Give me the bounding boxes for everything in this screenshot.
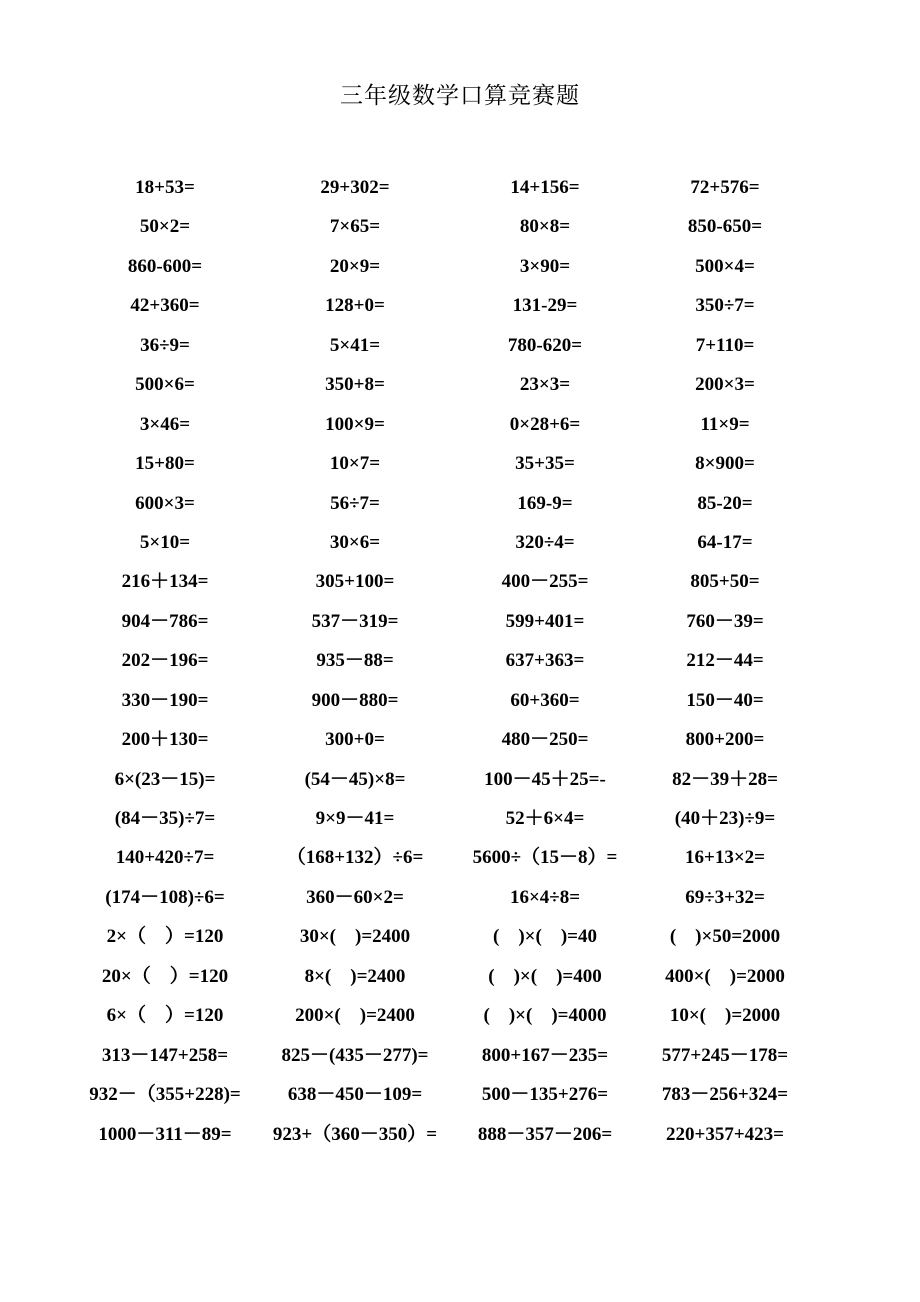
problem-cell: 5600÷（15－8）= [472, 847, 618, 869]
problem-cell: 9×9－41= [315, 808, 395, 829]
problem-cell: 8×900= [695, 453, 755, 475]
problem-cell: 638－450－109= [287, 1084, 423, 1106]
problem-cell: 400－255= [501, 571, 589, 593]
problem-cell: 537－319= [311, 610, 399, 632]
problem-cell: ( )×50=2000 [669, 926, 781, 948]
page-title: 三年级数学口算竞赛题 [340, 83, 580, 108]
problem-cell: 220+357+423= [666, 1123, 784, 1145]
problem-cell: 577+245－178= [661, 1044, 789, 1066]
problem-cell: 800+200= [685, 729, 765, 751]
problem-cell: 932－（355+228)= [89, 1084, 241, 1106]
problem-cell: 212－44= [686, 650, 764, 672]
problem-cell: 5×41= [329, 334, 381, 356]
problem-cell: 72+576= [690, 177, 760, 198]
problem-cell: 100×9= [325, 413, 385, 435]
problem-cell: 202－196= [121, 650, 209, 672]
problem-cell: 52＋6×4= [505, 808, 585, 829]
problem-cell: 128+0= [325, 295, 385, 317]
problem-cell: 200×( )=2400 [295, 1005, 415, 1027]
problem-grid [70, 168, 810, 1154]
problem-cell: 6×(23－15)= [114, 768, 216, 790]
problem-cell: 600×3= [135, 492, 195, 514]
problem-cell: 923+（360－350）= [272, 1123, 438, 1145]
problem-cell: 400×( )=2000 [665, 965, 785, 987]
problem-cell: 360－60×2= [306, 886, 404, 908]
problem-cell: 825－(435－277)= [281, 1044, 429, 1066]
problem-cell: 18+53= [135, 177, 195, 198]
problem-cell: 2×（ ）=120 [106, 926, 224, 948]
problem-cell: 783－256+324= [661, 1084, 789, 1106]
problem-cell: 50×2= [139, 216, 191, 238]
problem-cell: (40＋23)÷9= [674, 808, 776, 829]
problem-cell: 330－190= [121, 689, 209, 711]
problem-cell: 350÷7= [695, 295, 755, 317]
problem-cell: 36÷9= [140, 334, 190, 356]
problem-cell: 599+401= [505, 610, 585, 632]
problem-cell: 16×4÷8= [509, 886, 581, 908]
problem-cell: 200×3= [695, 374, 755, 396]
problem-cell: 10×( )=2000 [669, 1005, 781, 1027]
problem-cell: 69÷3+32= [685, 886, 765, 908]
problem-cell: 64-17= [697, 531, 753, 553]
problem-cell: 216＋134= [121, 571, 209, 593]
problem-cell: 320÷4= [515, 531, 575, 553]
problem-cell: 15+80= [135, 453, 195, 475]
problem-cell: 8×( )=2400 [304, 965, 406, 987]
problem-cell: ( )×( )=40 [493, 926, 597, 948]
problem-cell: 80×8= [519, 216, 571, 238]
problem-cell: 85-20= [697, 492, 753, 514]
problem-cell: 780-620= [507, 334, 583, 356]
problem-cell: 500×4= [695, 255, 755, 277]
problem-cell: 140+420÷7= [115, 847, 215, 869]
problem-cell: 6×（ ）=120 [106, 1005, 224, 1027]
problem-cell: 60+360= [510, 689, 580, 711]
problem-cell: 150－40= [686, 689, 764, 711]
problem-cell: 805+50= [690, 571, 760, 593]
problem-cell: 30×( )=2400 [299, 926, 411, 948]
problem-cell: 500－135+276= [481, 1084, 609, 1106]
problem-cell: 935－88= [316, 650, 394, 672]
problem-cell: （168+132）÷6= [286, 847, 424, 869]
problem-cell: 20×9= [329, 255, 381, 277]
problem-cell: 888－357－206= [477, 1123, 613, 1145]
problem-cell: 131-29= [512, 295, 578, 317]
problem-cell: 82－39＋28= [672, 768, 778, 790]
problem-cell: 100－45＋25=- [484, 768, 606, 790]
problem-cell: 7+110= [695, 334, 755, 356]
problem-cell: 637+363= [505, 650, 585, 672]
problem-cell: 5×10= [139, 531, 191, 553]
problem-cell: 7×65= [329, 216, 381, 238]
problem-cell: 23×3= [519, 374, 571, 396]
problem-cell: ( )×( )=4000 [483, 1005, 607, 1027]
problem-cell: 3×46= [139, 413, 191, 435]
problem-cell: 10×7= [329, 453, 381, 475]
problem-cell: ( )×( )=400 [488, 965, 602, 987]
problem-cell: 35+35= [515, 453, 575, 475]
problem-cell: 11×9= [700, 413, 750, 435]
problem-cell: 800+167－235= [481, 1044, 609, 1066]
problem-cell: 480－250= [501, 729, 589, 751]
problem-cell: 500×6= [135, 374, 195, 396]
problem-cell: 860-600= [127, 255, 203, 277]
problem-cell: (174－108)÷6= [105, 886, 225, 908]
problem-cell: 16+13×2= [685, 847, 765, 869]
problem-cell: 3×90= [519, 255, 571, 277]
problem-cell: 850-650= [687, 216, 763, 238]
problem-cell: 30×6= [329, 531, 381, 553]
problem-cell: 14+156= [510, 177, 580, 198]
problem-cell: 350+8= [325, 374, 385, 396]
problem-cell: 760－39= [686, 610, 764, 632]
problem-cell: 0×28+6= [509, 413, 581, 435]
problem-cell: 305+100= [315, 571, 395, 593]
problem-cell: 169-9= [517, 492, 573, 514]
problem-cell: 200＋130= [121, 729, 209, 751]
problem-cell: 313－147+258= [101, 1044, 229, 1066]
problem-cell: 300+0= [325, 729, 385, 751]
problem-cell: 1000－311－89= [98, 1123, 232, 1145]
problem-cell: 29+302= [320, 177, 390, 198]
problem-cell: 42+360= [130, 295, 200, 317]
problem-cell: 904－786= [121, 610, 209, 632]
problem-cell: 900－880= [311, 689, 399, 711]
problem-cell: (84－35)÷7= [114, 808, 216, 829]
problem-cell: 56÷7= [330, 492, 380, 514]
problem-cell: 20×（ ）=120 [101, 965, 229, 987]
problem-cell: (54－45)×8= [304, 768, 406, 790]
